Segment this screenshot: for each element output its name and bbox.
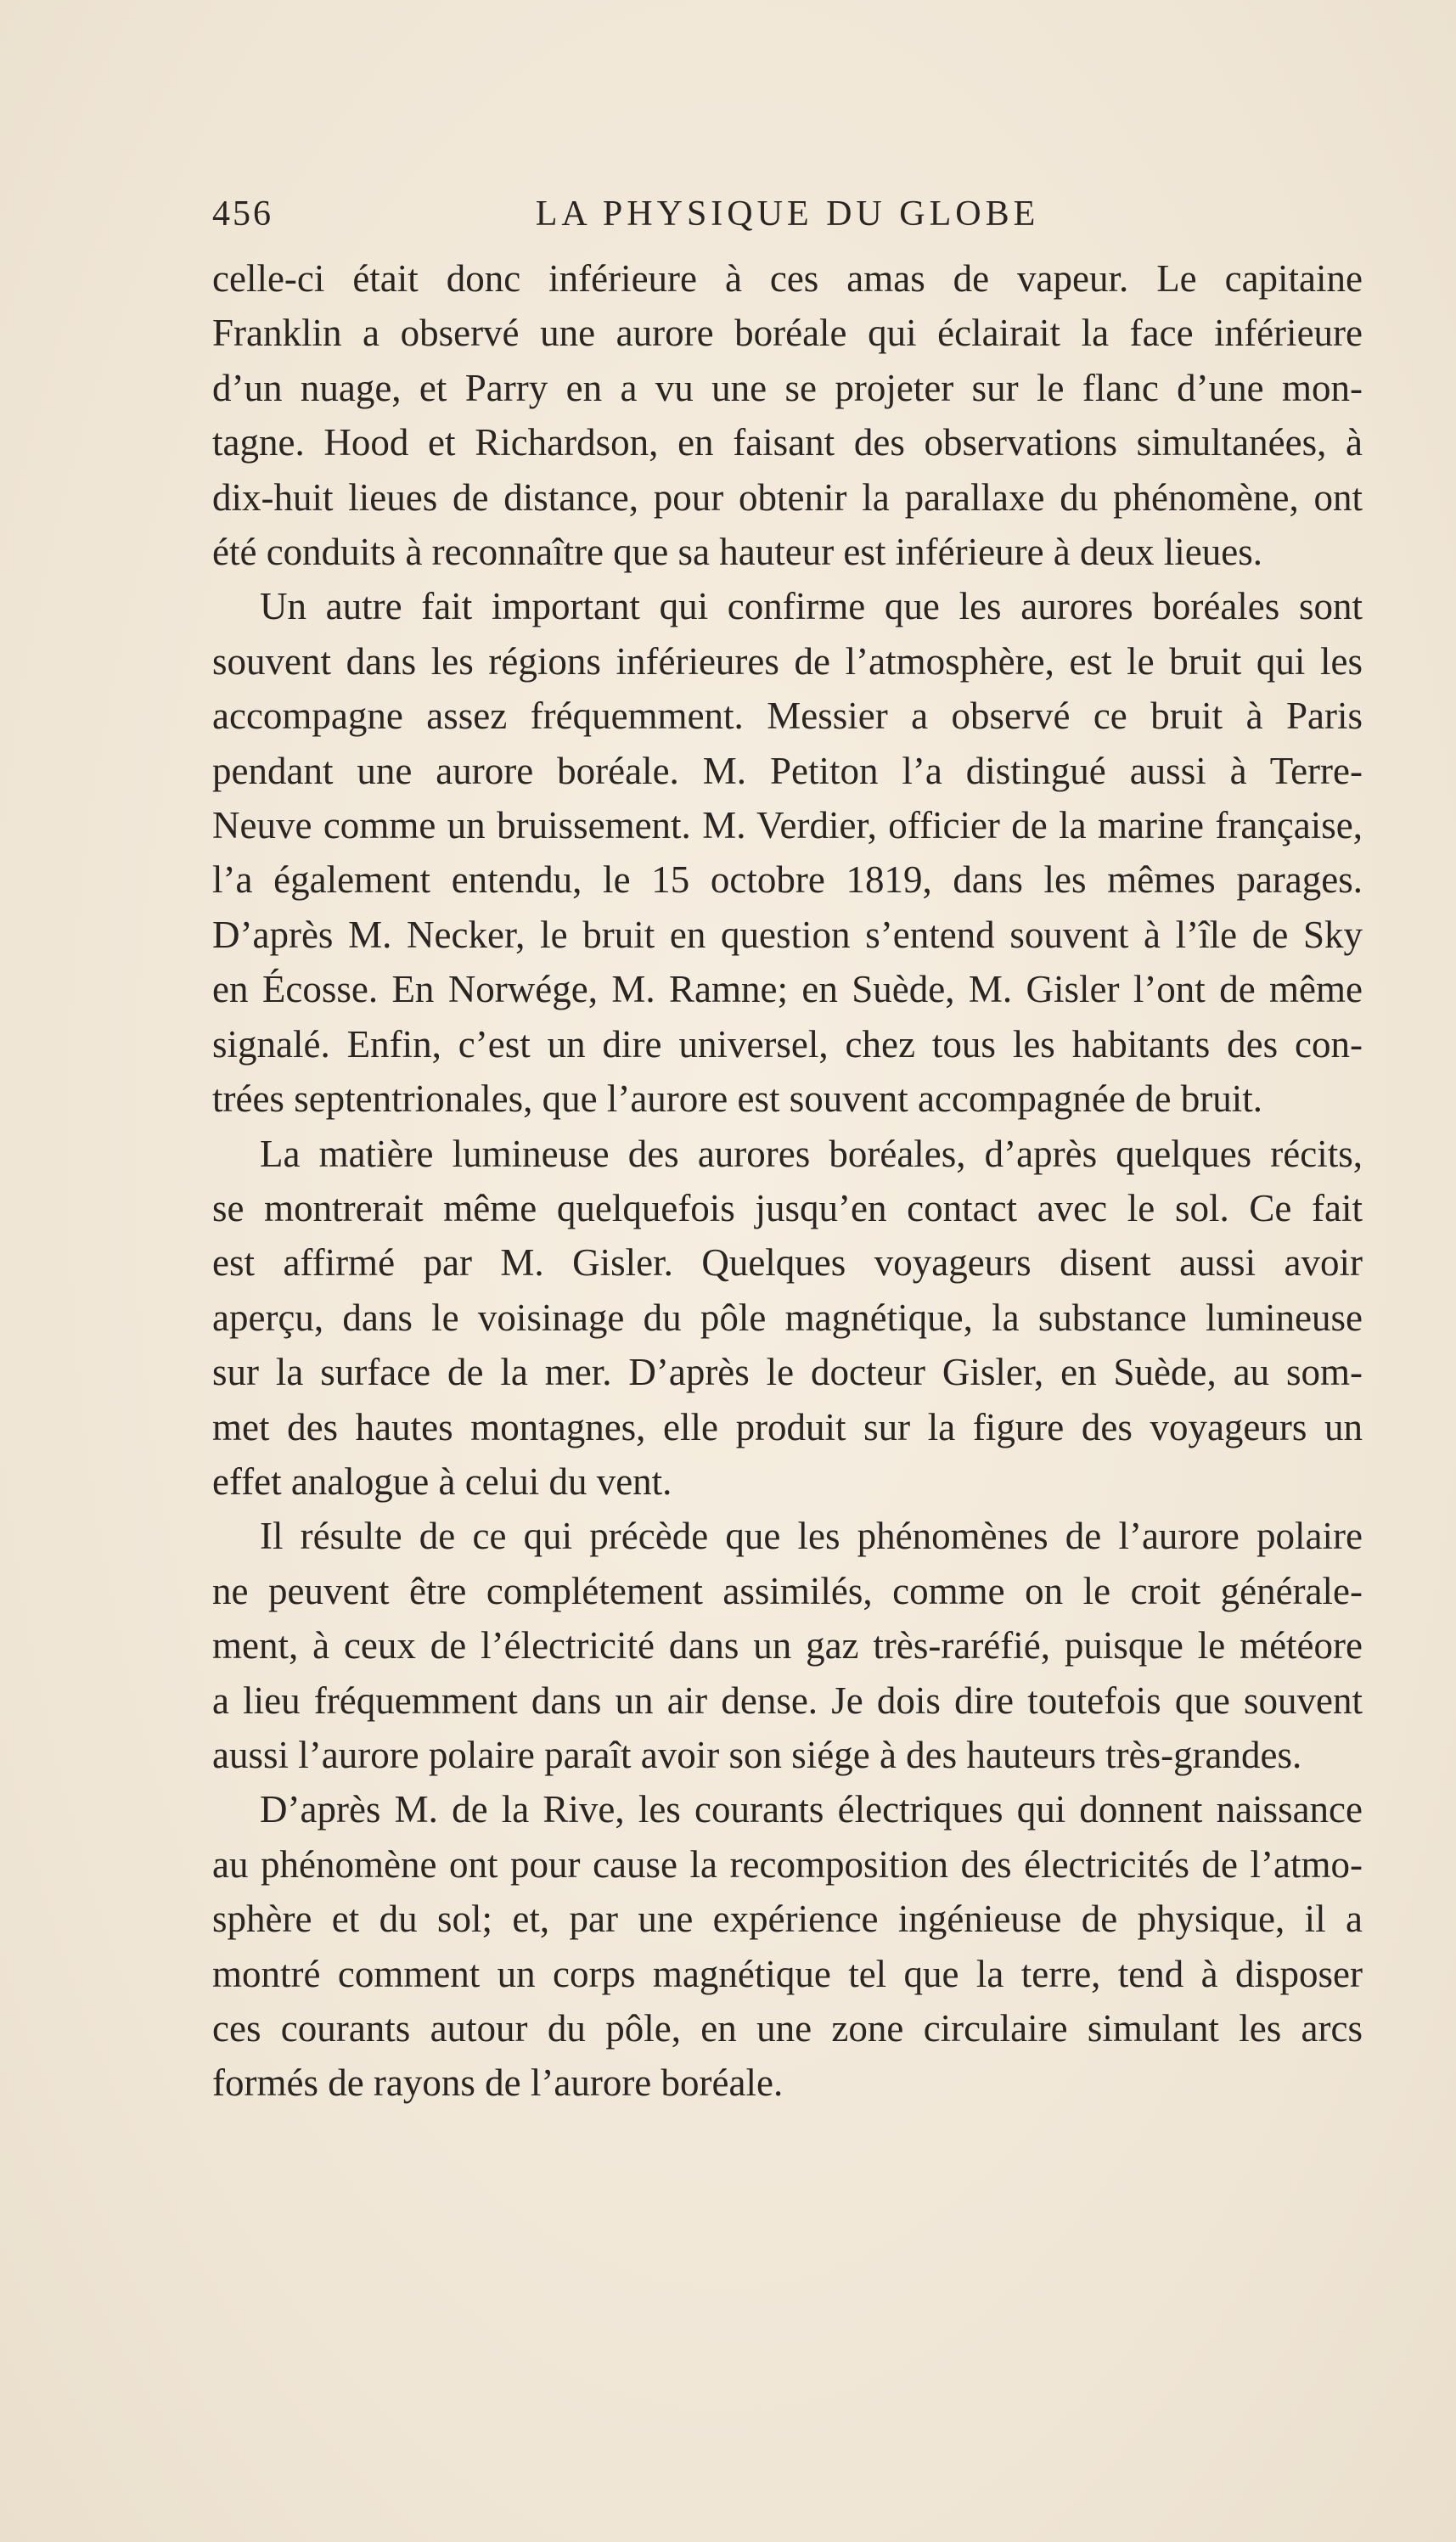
text-line: tagne. Hood et Richardson, en faisant des observations simultanées, à [212,421,1363,464]
text-line: dix-huit lieues de distance, pour obtenir la parallaxe du phénomène, ont [212,475,1363,519]
text-line: trées septentrionales, que l’aurore est souvent accompagnée de bruit. [212,1077,1263,1121]
text-line: D’après M. Necker, le bruit en question s’entend souvent à l’île de Sky [212,913,1363,956]
text-line: aperçu, dans le voisinage du pôle magnétique, la substance lumineuse [212,1296,1363,1339]
text-line: sphère et du sol; et, par une expérience ingénieuse de physique, il a [212,1898,1363,1941]
text-line: effet analogue à celui du vent. [212,1459,672,1503]
text-line: met des hautes montagnes, elle produit sur la figure des voyageurs un [212,1405,1363,1448]
text-line: souvent dans les régions inférieures de l’atmosphère, est le bruit qui les [212,639,1363,683]
running-title: LA PHYSIQUE DU GLOBE [535,194,1040,233]
text-line: Neuve comme un bruissement. M. Verdier, officier de la marine française, [212,804,1363,847]
text-line: ces courants autour du pôle, en une zone circulaire simulant les arcs [212,2007,1363,2050]
text-line: a lieu fréquemment dans un air dense. Je dois dire toutefois que souvent [212,1679,1363,1722]
text-line: sur la surface de la mer. D’après le docteur Gisler, en Suède, au som- [212,1351,1363,1394]
text-line: montré comment un corps magnétique tel que la terre, tend à disposer [212,1952,1363,1995]
text-line: La matière lumineuse des aurores boréales, d’après quelques récits, [260,1132,1363,1175]
text-line: pendant une aurore boréale. M. Petiton l’a distingué aussi à Terre- [212,749,1363,792]
text-line: aussi l’aurore polaire paraît avoir son siége à des hauteurs très-grandes. [212,1733,1302,1776]
text-line: Un autre fait important qui confirme que les aurores boréales sont [260,585,1363,628]
text-line: se montrerait même quelquefois jusqu’en contact avec le sol. Ce fait [212,1186,1363,1229]
text-line: est affirmé par M. Gisler. Quelques voyageurs disent aussi avoir [212,1241,1363,1285]
text-line: été conduits à reconnaître que sa hauteur est inférieure à deux lieues. [212,531,1262,574]
text-line: ne peuvent être complétement assimilés, comme on le croit générale- [212,1569,1363,1612]
page-number: 456 [212,194,273,233]
text-line: celle-ci était donc inférieure à ces amas de vapeur. Le capitaine [212,257,1363,300]
paragraph [212,579,1363,1126]
body-text [212,251,1363,2111]
text-line: formés de rayons de l’aurore boréale. [212,2061,784,2105]
text-line: en Écosse. En Norwége, M. Ramne; en Suède, M. Gisler l’ont de même [212,968,1363,1011]
text-line: Franklin a observé une aurore boréale qui éclairait la face inférieure [212,312,1363,355]
text-line: signalé. Enfin, c’est un dire universel, chez tous les habitants des con- [212,1022,1363,1066]
text-line: l’a également entendu, le 15 octobre 1819, dans les mêmes parages. [212,858,1363,902]
text-line: D’après M. de la Rive, les courants électriques qui donnent naissance [260,1788,1363,1831]
paragraph [212,1127,1363,1510]
paragraph [212,1509,1363,1782]
paragraph [212,1782,1363,2110]
running-head [212,194,1363,245]
text-line: ment, à ceux de l’électricité dans un gaz très-raréfié, puisque le météore [212,1624,1363,1667]
text-line: au phénomène ont pour cause la recomposition des électricités de l’atmo- [212,1842,1363,1886]
paragraph [212,251,1363,579]
text-line: d’un nuage, et Parry en a vu une se projeter sur le flanc d’une mon- [212,366,1363,409]
text-line: Il résulte de ce qui précède que les phénomènes de l’aurore polaire [260,1515,1363,1558]
text-line: accompagne assez fréquemment. Messier a observé ce bruit à Paris [212,695,1363,738]
